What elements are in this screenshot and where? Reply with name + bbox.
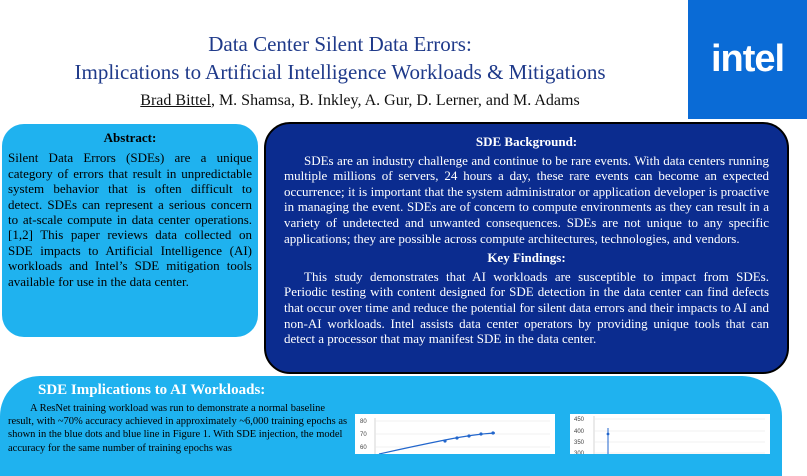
implications-heading: SDE Implications to AI Workloads: — [38, 382, 266, 398]
background-body: SDEs are an industry challenge and continue to be rare events. With data centers running multiple millions of servers, 24 hours a day, these rare events can become an expected occurrence; it is important that the system administrator or application developer is proactive in managing the event. SDEs are of concern to compute environments as they can result in a variety of undetected and unwanted consequences. SDEs are not unique to any specific applications; they are possible across compute architectures, technologies, and vendors. — [284, 152, 769, 246]
intel-logo — [688, 0, 807, 119]
fig1-tick-label: 60 — [360, 445, 367, 451]
logo-text: intel — [710, 38, 785, 80]
co-authors: , M. Shamsa, B. Inkley, A. Gur, D. Lerner, and M. Adams — [210, 92, 580, 109]
figure-2-svg — [570, 414, 770, 454]
fig2-tick-label: 350 — [574, 440, 585, 446]
abstract-panel — [2, 124, 258, 337]
abstract-heading: Abstract: — [103, 130, 157, 145]
fig2-point — [607, 433, 610, 436]
background-panel — [264, 122, 789, 374]
findings-body: This study demonstrates that AI workloads are susceptible to impact from SDEs. Periodic testing with content designed for SDE detection in the data center can find defects that occur over time and reduce the potential for silent data errors and their impacts to AI and non-AI workloads. Intel assists data center operators by providing unique tools that can detect a processor that may manifest SDE in the data center. — [284, 268, 769, 347]
fig1-tick-label: 70 — [360, 432, 367, 438]
implications-body: A ResNet training workload was run to demonstrate a normal baseline result, with ~70% accuracy achieved in approximately ~6,000 training epochs as shown in the blue dots and blue line in Figure 1. With SDE injection, the model accuracy for the same number of training epochs was — [8, 403, 348, 454]
fig1-point — [455, 436, 458, 439]
fig1-baseline-line — [379, 433, 495, 454]
author-list — [0, 91, 720, 111]
poster-title — [0, 30, 680, 86]
first-author: Brad Bittel — [140, 92, 211, 109]
abstract-body: Silent Data Errors (SDEs) are a unique category of errors that result in unpredictable system behavior that is often difficult to detect. SDEs can represent a serious concern to at-scale compute in data center operations. [1,2] This paper reviews data collected on SDE impacts to Artificial Intelligence (AI) workloads and Intel’s SDE mitigation tools available for use in the data center. — [8, 150, 252, 289]
figure-1-svg — [355, 414, 555, 454]
fig1-point — [491, 431, 494, 434]
fig2-tick-label: 450 — [574, 417, 585, 423]
fig2-tick-label: 300 — [574, 451, 585, 454]
findings-heading: Key Findings: — [487, 250, 566, 266]
figure-1-chart — [355, 414, 555, 454]
fig1-point — [479, 432, 482, 435]
fig1-point — [443, 439, 446, 442]
title-line-1: Data Center Silent Data Errors: — [208, 32, 472, 56]
fig1-point — [467, 434, 470, 437]
background-heading: SDE Background: — [475, 134, 578, 149]
fig1-tick-label: 80 — [360, 419, 367, 425]
fig2-tick-label: 400 — [574, 429, 585, 435]
title-line-2: Implications to Artificial Intelligence Workloads & Mitigations — [74, 60, 606, 84]
figure-2-chart — [570, 414, 770, 454]
